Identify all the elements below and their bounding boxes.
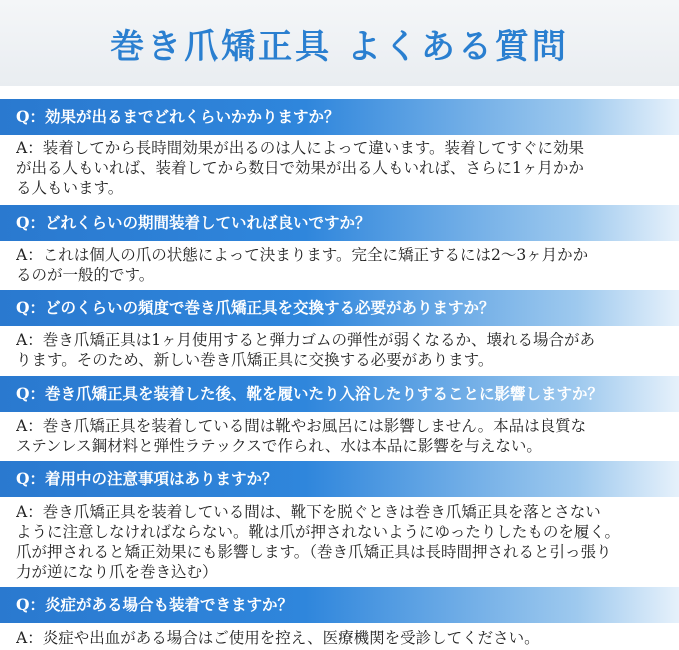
answer-5 bbox=[16, 502, 668, 582]
answer-line: る人もいます。 bbox=[16, 179, 124, 197]
answer-6 bbox=[16, 628, 668, 648]
answer-line: が出る人もいれば、装着してから数日で効果が出る人もいれば、さらに1ヶ月かか bbox=[16, 159, 584, 177]
answer-line: A：装着してから長時間効果が出るのは人によって違います。装着してすぐに効果 bbox=[16, 139, 584, 157]
answer-4 bbox=[16, 416, 668, 456]
answer-line: A：巻き爪矯正具を装着している間は靴やお風呂には影響しません。本品は良質な bbox=[16, 417, 587, 435]
header-banner bbox=[0, 0, 679, 86]
page-title: 巻き爪矯正具 よくある質問 bbox=[110, 26, 569, 67]
answer-line: るのが一般的です。 bbox=[16, 266, 155, 284]
answer-1 bbox=[16, 138, 668, 198]
question-4: Q：巻き爪矯正具を装着した後、靴を履いたり入浴したりすることに影響しますか？ bbox=[0, 376, 679, 412]
answer-2 bbox=[16, 245, 668, 285]
question-3: Q：どのくらいの頻度で巻き爪矯正具を交換する必要がありますか？ bbox=[0, 290, 679, 326]
answer-line: A：巻き爪矯正具は1ヶ月使用すると弾力ゴムの弾性が弱くなるか、壊れる場合があ bbox=[16, 331, 596, 349]
answer-line: 力が逆になり爪を巻き込む） bbox=[16, 563, 218, 581]
question-5: Q：着用中の注意事項はありますか？ bbox=[0, 461, 679, 497]
question-1: Q：効果が出るまでどれくらいかかりますか？ bbox=[0, 99, 679, 135]
question-6: Q：炎症がある場合も装着できますか？ bbox=[0, 587, 679, 623]
answer-line: 爪が押されると矯正効果にも影響します。（巻き爪矯正具は長時間押されると引っ張り bbox=[16, 543, 612, 561]
answer-line: ステンレス鋼材料と弾性ラテックスで作られ、水は本品に影響を与えない。 bbox=[16, 437, 542, 455]
answer-line: A：炎症や出血がある場合はご使用を控え、医療機関を受診してください。 bbox=[16, 629, 540, 647]
answer-line: A：これは個人の爪の状態によって決まります。完全に矯正するには2～3ヶ月かか bbox=[16, 246, 589, 264]
answer-line: ように注意しなければならない。靴は爪が押されないようにゆったりしたものを履く。 bbox=[16, 523, 621, 541]
answer-line: A：巻き爪矯正具を装着している間は、靴下を脱ぐときは巻き爪矯正具を落とさない bbox=[16, 503, 601, 521]
question-2: Q：どれくらいの期間装着していれば良いですか？ bbox=[0, 205, 679, 241]
answer-line: ります。そのため、新しい巻き爪矯正具に交換する必要があります。 bbox=[16, 351, 494, 369]
answer-3 bbox=[16, 330, 668, 370]
